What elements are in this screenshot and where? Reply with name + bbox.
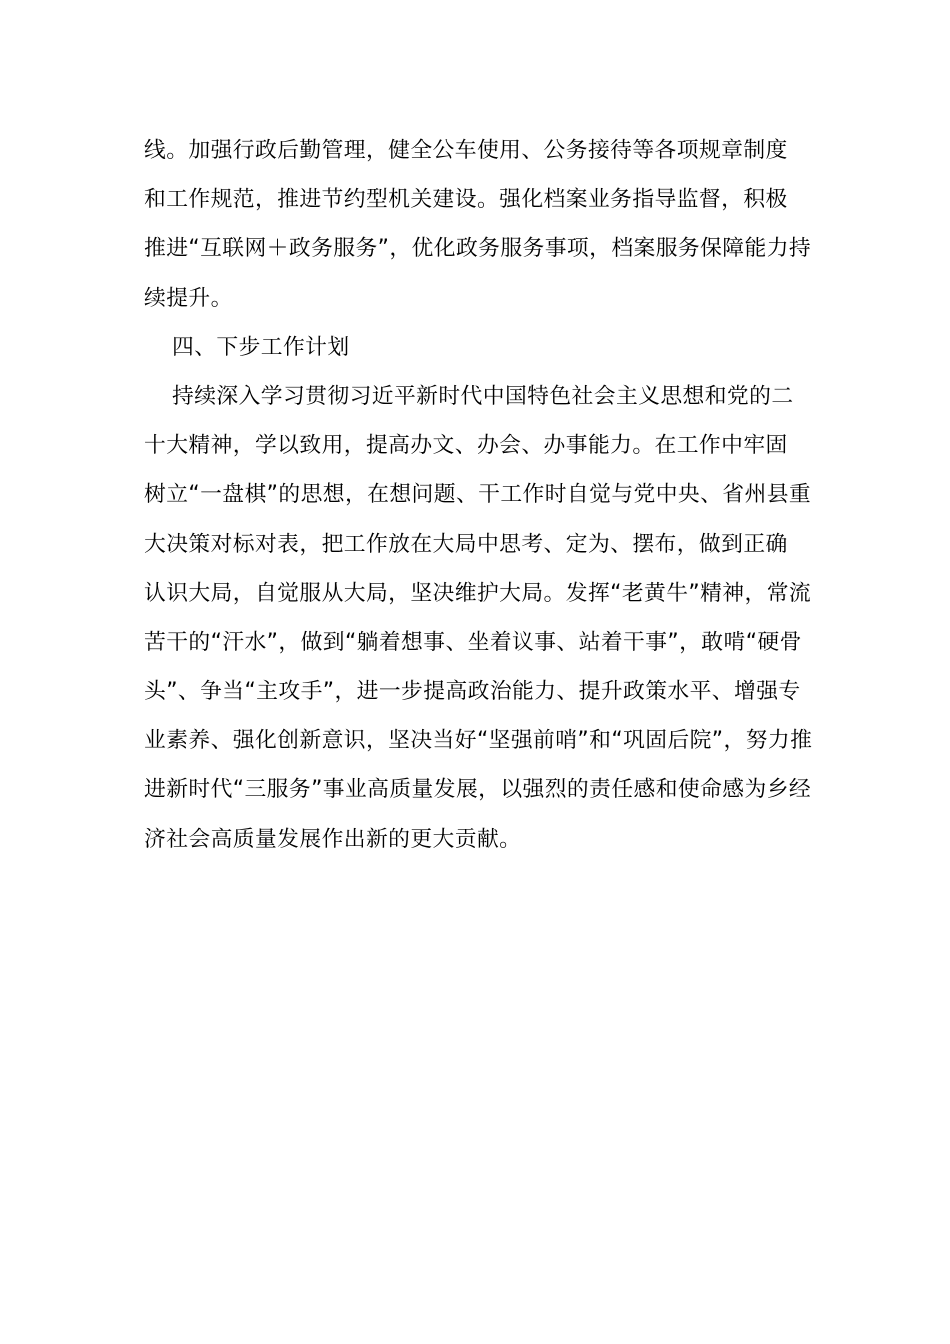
- text-line: 认识大局，自觉服从大局，坚决维护大局。发挥“老黄牛”精神，常流: [144, 580, 812, 606]
- text-line: 线。加强行政后勤管理，健全公车使用、公务接待等各项规章制度: [144, 138, 788, 163]
- document-body: [144, 126, 813, 864]
- text-line: 十大精神，学以致用，提高办文、办会、办事能力。在工作中牢固: [144, 433, 788, 459]
- text-line: 和工作规范，推进节约型机关建设。强化档案业务指导监督，积极: [144, 187, 788, 213]
- text-line: 树立“一盘棋”的思想，在想问题、干工作时自觉与党中央、省州县重: [144, 482, 812, 508]
- text-line: 进新时代“三服务”事业高质量发展，以强烈的责任感和使命感为乡经: [144, 777, 812, 803]
- text-line: 业素养、强化创新意识，坚决当好“坚强前哨”和“巩固后院”，努力推: [144, 728, 813, 754]
- text-line: 续提升。: [144, 285, 233, 311]
- text-line: 头”、争当“主攻手”，进一步提高政治能力、提升政策水平、增强专: [144, 679, 801, 705]
- text-line: 持续深入学习贯彻习近平新时代中国特色社会主义思想和党的二: [172, 383, 794, 409]
- paragraph-work-plan: [144, 372, 813, 864]
- section-heading: 四、下步工作计划: [172, 334, 350, 360]
- text-line: 济社会高质量发展作出新的更大贡献。: [144, 826, 522, 852]
- text-line: 推进“互联网＋政务服务”，优化政务服务事项，档案服务保障能力持: [144, 236, 812, 262]
- text-line: 苦干的“汗水”，做到“躺着想事、坐着议事、站着干事”，敢啃“硬骨: [144, 629, 802, 655]
- text-line: 大决策对标对表，把工作放在大局中思考、定为、摆布，做到正确: [144, 531, 788, 557]
- paragraph-continued: [144, 126, 812, 323]
